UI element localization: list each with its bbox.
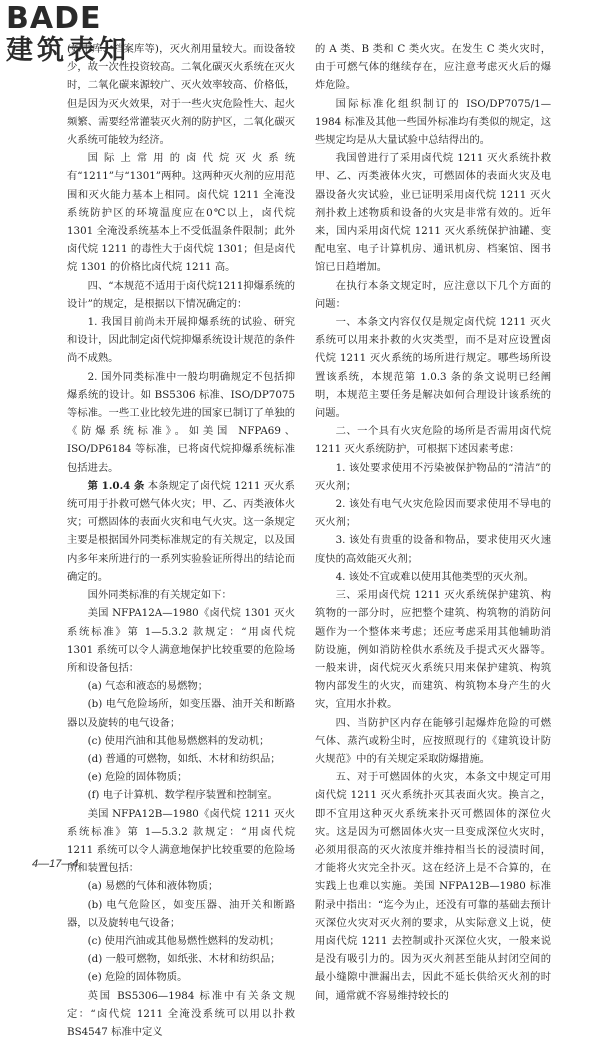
- paragraph: [315, 714, 551, 769]
- paragraph: [67, 586, 295, 604]
- paragraph-text: 英国 BS5306—1984 标准中有关条文规定：“卤代烷 1211 全淹没系统可以用以扑救 BS4547 标准中定义: [67, 989, 295, 1038]
- paragraph: [315, 422, 551, 458]
- paragraph: [67, 987, 295, 1041]
- paragraph: [67, 604, 295, 677]
- paragraph: [67, 950, 295, 968]
- article-number: 第 1.0.4 条: [87, 479, 145, 492]
- page-number: 4—17—4: [32, 858, 79, 870]
- paragraph: [315, 495, 551, 531]
- paragraph: [67, 677, 295, 695]
- paragraph-text: 三、采用卤代烷 1211 灭火系统保护建筑、构筑物的一部分时，应把整个建筑、构筑物的消防问题作为一个整体来考虑；还应考虑采用其他辅助消防设施，例如消防栓供水系统及手提式灭火器等。一般来讲，卤代烷灭火系统只用来保护建筑、构筑物内部发生的火灾，而建筑、构筑物本身产生的火灾，宜用水扑救。: [315, 589, 551, 711]
- paragraph-text: 的 A 类、B 类和 C 类火灾。在发生 C 类火灾时，由于可燃气体的继续存在，应注意考虑灭火后的爆炸危险。: [315, 43, 551, 92]
- paragraph-text: 1. 该处要求使用不污染被保护物品的“清洁”的灭火剂；: [315, 461, 551, 492]
- paragraph: [67, 695, 295, 731]
- paragraph-text: 我国曾进行了采用卤代烷 1211 灭火系统扑救甲、乙、丙类液体火灾，可燃固体的表面火灾及电器设备火灾试验，业已证明采用卤代烷 1211 灭火剂扑救上述物质和设备的火灾是非常有效的。近年来，国内采用卤代烷 1211 灭火系统保护油罐、变配电室、电子计算机房、通讯机房、档案馆、图书馆已日趋增加。: [315, 152, 551, 274]
- paragraph: [315, 586, 551, 713]
- paragraph: [315, 313, 551, 422]
- paragraph: [67, 732, 295, 750]
- paragraph-text: (如书库、档案库等)，灭火剂用量较大。而设备较少，故一次性投资较高。二氧化碳灭火系统在灭火时，二氧化碳来源较广、灭火效率较高、价格低，但是因为灭火效果，对于一些火灾危险性大、起火频繁、需要经常灌装灭火剂的防护区，二氧化碳灭火系统可能较为经济。: [67, 43, 295, 147]
- paragraph-text: 本条规定了卤代烷 1211 灭火系统可用于扑救可燃气体火灾；甲、乙、丙类液体火灾；可燃固体的表面火灾和电气火灾。这一条规定主要是根据国外同类标准规定的有关规定，以及国内多年来所进行的一系列实验验证所得出的结论而确定的。: [67, 479, 295, 583]
- paragraph-text: 四、当防护区内存在能够引起爆炸危险的可燃气体、蒸汽或粉尘时，应按照现行的《建筑设计防火规范》中的有关规定采取防爆措施。: [315, 716, 551, 765]
- paragraph-text: 4. 该处不宜或难以使用其他类型的灭火剂。: [335, 570, 535, 583]
- paragraph-text: (f) 电子计算机、数学程序装置和控制室。: [87, 789, 278, 802]
- paragraph: [67, 368, 295, 477]
- paragraph-text: (d) 一般可燃物，如纸张、木材和纺织品；: [87, 953, 281, 966]
- paragraph-text: 在执行本条文规定时，应注意以下几个方面的问题：: [315, 279, 551, 310]
- paragraph: [315, 459, 551, 495]
- paragraph: [315, 95, 551, 150]
- paragraph-text: 国际标准化组织制订的 ISO/DP7075/1—1984 标准及其他一些国外标准均有类似的规定，这些规定均是从大量试验中总结得出的。: [315, 97, 551, 147]
- paragraph-text: (a) 易燃的气体和液体物质；: [87, 880, 219, 893]
- paragraph-text: 二、一个具有火灾危险的场所是否需用卤代烷 1211 灭火系统防护，可根据下述因素考虑：: [315, 425, 551, 456]
- right-column: [315, 40, 551, 1005]
- paragraph-text: 五、对于可燃固体的火灾，本条文中规定可用卤代烷 1211 灭火系统扑灭其表面火灾。换言之，即不宜用这种灭火系统来扑灭可燃固体的深位火灾。这是因为可燃固体火灾一旦变成深位火灾时，必须用很高的灭火浓度并维持相当长的浸渍时间，才能将火灾完全扑灭。这在经济上是不合算的，在实践上也难以实施。美国 NFPA12B—1980 标准附录中指出：“迄今为止，还没有可靠的基础去预计灭深位火灾对灭火剂的要求，从实际意义上说，使用卤代烷 1211 去控制或扑灭深位火灾，一般来说是没有吸引力的。因为灭火剂甚至能从封闭空间的最小缝隙中泄漏出去，因此不延长供给灭火剂的时间，通常就不容易维持较长的: [315, 771, 551, 1002]
- paragraph-text: 1. 我国目前尚未开展抑爆系统的试验、研究和设计，因此制定卤代烷抑爆系统设计规范的条件尚不成熟。: [67, 316, 295, 365]
- paragraph-text: (d) 普通的可燃物，如纸、木材和纺织品；: [87, 752, 281, 765]
- paragraph-text: (b) 电气危险区，如变压器、油开关和断路器，以及旋转电气设备；: [67, 898, 295, 929]
- paragraph-text: 美国 NFPA12B—1980《卤代烷 1211 灭火系统标准》第 1—5.3.2 款规定：“用卤代烷 1211 系统可以令人满意地保护比较重要的危险场所和装置包括：: [67, 807, 295, 875]
- watermark-cn-text: 建筑表知: [6, 35, 130, 66]
- paragraph: [67, 968, 295, 986]
- watermark-brand-text: BADE: [6, 1, 102, 36]
- paragraph: [315, 568, 551, 586]
- paragraph-text: (c) 使用汽油或其他易燃性燃料的发动机；: [87, 934, 280, 947]
- paragraph-text: (c) 使用汽油和其他易燃燃料的发动机；: [87, 734, 270, 747]
- paragraph-text: 美国 NFPA12A—1980《卤代烷 1301 灭火系统标准》第 1—5.3.2 款规定：“用卤代烷 1301 系统可以令人满意地保护比较重要的危险场所和设备包括：: [67, 607, 295, 674]
- paragraph: [67, 805, 295, 878]
- paragraph-text: 一、本条文内容仅仅是规定卤代烷 1211 灭火系统可以用来扑救的火灾类型，而不是对应设置卤代烷 1211 灭火系统的场所进行规定。哪些场所设置该系统，本规范第 1.0.3 条的条文说明已经阐明，本规范主要任务是解决如何合理设计该系统的问题。: [315, 316, 551, 420]
- paragraph: [67, 750, 295, 768]
- paragraph: [315, 768, 551, 1005]
- paragraph-text: 2. 国外同类标准中一般均明确规定不包括抑爆系统的设计。如 BS5306 标准、ISO/DP7075 等标准。一些工业比较先进的国家已制订了单独的《防爆系统标准》。如美国 NFPA69、ISO/DP6184 等标准，已将卤代烷抑爆系统标准包括进去。: [67, 370, 295, 474]
- paragraph: [315, 40, 551, 95]
- paragraph: [315, 149, 551, 276]
- paragraph: [315, 277, 551, 313]
- paragraph: [67, 786, 295, 804]
- paragraph-text: 四、“本规范不适用于卤代烷1211抑爆系统的设计”的规定，是根据以下情况确定的：: [67, 279, 295, 310]
- paragraph-text: (e) 危险的固体物质；: [87, 771, 188, 784]
- paragraph-text: 国外同类标准的有关规定如下：: [87, 589, 232, 602]
- paragraph-text: (e) 危险的固体物质。: [87, 971, 188, 984]
- paragraph: [315, 531, 551, 567]
- paragraph-text: (a) 气态和液态的易燃物；: [87, 680, 209, 693]
- paragraph: [67, 896, 295, 932]
- paragraph: [67, 877, 295, 895]
- paragraph-text: 2. 该处有电气火灾危险因而要求使用不导电的灭火剂；: [315, 498, 551, 529]
- paragraph: [67, 477, 295, 586]
- paragraph: [67, 768, 295, 786]
- paragraph: [67, 149, 295, 276]
- paragraph-text: (b) 电气危险场所，如变压器、油开关和断路器以及旋转的电气设备；: [67, 698, 295, 729]
- paragraph-text: 3. 该处有贵重的设备和物品，要求使用灭火速度快的高效能灭火剂；: [315, 534, 551, 565]
- paragraph: [67, 932, 295, 950]
- paragraph: [67, 313, 295, 368]
- left-column: [67, 40, 295, 1041]
- brand-watermark: [6, 1, 130, 66]
- paragraph: [67, 277, 295, 313]
- paragraph-text: 国际上常用的卤代烷灭火系统有“1211”与“1301”两种。这两种灭火剂的应用范围和灭火能力基本上相同。卤代烷 1211 全淹没系统防护区的环境温度应在0℃以上，卤代烷 1301 全淹没系统基本上不受低温条件限制；此外卤代烷 1211 的毒性大于卤代烷 1301；但是卤代烷 1301 的价格比卤代烷 1211 高。: [67, 152, 295, 274]
